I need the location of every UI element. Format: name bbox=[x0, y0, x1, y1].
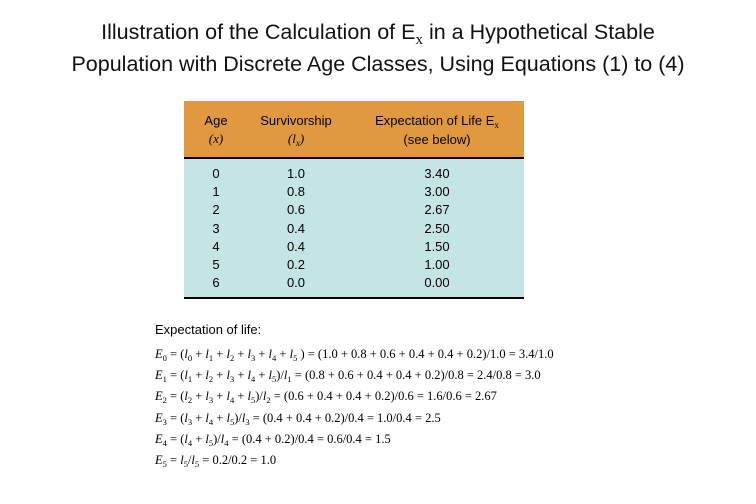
equation-line: $E_4 = (l_4 + l_5)/l_4 = (0.4 + 0.2)/0.4 = 0.6/0.4 = 1.5$ bbox=[155, 431, 391, 448]
equation-line: $E_0 = (l_0 + l_1 + l_2 + l_3 + l_4 + l_5$ ) = (1.0 + 0.8 + 0.6 + 0.4 + 0.4 + 0.2)/1.0 = 3.4/1.0 bbox=[155, 347, 554, 363]
surv-var-close: ) bbox=[299, 131, 305, 146]
cell-ex: 3.40 bbox=[424, 166, 450, 181]
column-survivorship bbox=[246, 165, 346, 292]
equation-line: $E_2 = (l_2 + l_3 + l_4 + l_5)/l_2 = (0.6 + 0.4 + 0.4 + 0.2)/0.6 = 1.6/0.6 = 2.67$ bbox=[155, 389, 497, 406]
equation-line: $E_1 = (l_1 + l_2 + l_3 + l_4 + l_5)/l_1 = (0.8 + 0.6 + 0.4 + 0.4 + 0.2)/0.8 = 2.4/0.8 = 3.0$ bbox=[155, 368, 541, 385]
cell-lx: 0.0 bbox=[286, 275, 306, 291]
expectation-heading: Expectation of life: bbox=[155, 322, 262, 337]
cell-ex: 1.00 bbox=[424, 256, 450, 272]
cell-age: 3 bbox=[212, 220, 220, 236]
header-expectation-note: (see below) bbox=[403, 132, 471, 147]
header-expectation-text: Expectation of Life E bbox=[375, 113, 495, 128]
title-line-1-end: in a Hypothetical Stable bbox=[422, 20, 655, 44]
cell-age: 4 bbox=[212, 238, 220, 254]
cell-lx: 0.4 bbox=[286, 220, 306, 236]
cell-age: 6 bbox=[212, 275, 220, 291]
surv-var: l bbox=[292, 131, 296, 146]
header-expectation-label bbox=[352, 112, 522, 131]
surv-var-sub: x bbox=[295, 138, 300, 148]
cell-ex: 2.50 bbox=[424, 220, 450, 236]
table-header bbox=[184, 101, 524, 159]
header-survivorship-label: Survivorship bbox=[260, 113, 332, 128]
expectation-section bbox=[155, 322, 755, 473]
header-expectation bbox=[352, 112, 522, 149]
title-line-1-text: Illustration of the Calculation of E bbox=[101, 20, 416, 44]
equation-line: $E_5 = l_5/l_5 = 0.2/0.2 = 1.0$ bbox=[155, 452, 277, 469]
equation-list bbox=[155, 346, 755, 473]
cell-lx: 1.0 bbox=[286, 166, 306, 181]
cell-lx: 0.8 bbox=[286, 184, 306, 200]
life-table bbox=[184, 101, 524, 299]
cell-age: 0 bbox=[212, 166, 220, 181]
column-age bbox=[198, 165, 234, 292]
cell-age: 5 bbox=[212, 256, 220, 272]
cell-age: 2 bbox=[212, 202, 220, 218]
header-age-var: (x) bbox=[208, 131, 224, 146]
cell-lx: 0.4 bbox=[286, 238, 306, 254]
cell-ex: 2.67 bbox=[424, 202, 450, 218]
cell-lx: 0.2 bbox=[286, 256, 306, 272]
header-age bbox=[198, 112, 234, 148]
title-line-1 bbox=[0, 18, 756, 50]
cell-lx: 0.6 bbox=[286, 202, 306, 218]
header-survivorship bbox=[246, 112, 346, 149]
cell-ex: 0.00 bbox=[424, 275, 450, 291]
title-subscript: x bbox=[415, 32, 423, 48]
column-expectation bbox=[352, 165, 522, 292]
header-survivorship-var bbox=[246, 130, 346, 149]
header-expectation-sub: x bbox=[494, 120, 499, 130]
equation-line: $E_3 = (l_3 + l_4 + l_5)/l_3 = (0.4 + 0.4 + 0.2)/0.4 = 1.0/0.4 = 2.5$ bbox=[155, 410, 441, 427]
cell-ex: 1.50 bbox=[424, 238, 450, 254]
header-age-label: Age bbox=[204, 113, 228, 128]
cell-age: 1 bbox=[212, 184, 220, 200]
page-title bbox=[0, 18, 756, 79]
title-line-2: Population with Discrete Age Classes, Using Equations (1) to (4) bbox=[71, 52, 685, 76]
surv-var-open: ( bbox=[287, 131, 293, 146]
cell-ex: 3.00 bbox=[424, 184, 450, 200]
